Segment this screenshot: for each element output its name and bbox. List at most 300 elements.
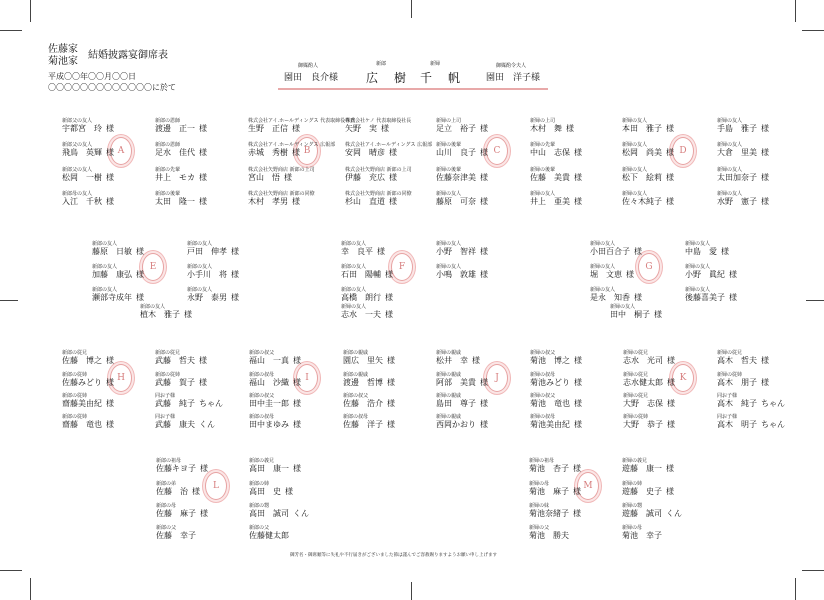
guest-entry xyxy=(155,350,207,366)
guest-name: 赤城 秀樹 xyxy=(248,148,288,157)
guest-honorific: 様 xyxy=(389,197,397,206)
guest-name-line xyxy=(249,356,301,366)
guest-entry xyxy=(622,191,674,207)
guest-entry xyxy=(436,414,488,430)
guest-entry xyxy=(436,393,488,409)
guest-entry xyxy=(343,393,395,409)
guest-name: 西岡かおり xyxy=(436,420,476,429)
guest-name-line xyxy=(717,399,785,409)
guest-relation: 株式会社アイ.ホールディングス 代表取締役専務 xyxy=(248,118,356,124)
guest-relation: 新婦の従姉 xyxy=(717,372,743,378)
guest-name-line xyxy=(156,509,208,519)
guest-relation: 新婦の親戚 xyxy=(436,414,462,420)
guest-honorific: 様 xyxy=(480,420,488,429)
guest-honorific: 様 xyxy=(573,487,581,496)
guest-entry xyxy=(717,142,769,158)
guest-honorific: 様 xyxy=(293,356,301,365)
guest-relation: 新婦の後輩 xyxy=(436,142,462,148)
guest-name: 矢野 実 xyxy=(345,124,377,133)
guest-entry xyxy=(62,350,114,366)
event-venue: 〇〇〇〇〇〇〇〇〇〇〇〇〇に於て xyxy=(48,83,176,92)
guest-name: 齋藤 竜也 xyxy=(62,420,102,429)
guest-relation: 新郎の叔母 xyxy=(343,414,369,420)
guest-name: 幸 良平 xyxy=(341,247,373,256)
guest-name: 武藤 賀子 xyxy=(155,378,195,387)
guest-relation: 新婦の甥 xyxy=(622,503,643,509)
guest-name: 大野 恭子 xyxy=(623,420,663,429)
guest-name-line xyxy=(249,399,301,409)
guest-entry xyxy=(436,264,488,280)
guest-relation: 新郎の従姉 xyxy=(62,372,88,378)
guest-honorific: 様 xyxy=(199,124,207,133)
guest-relation: 新郎の父 xyxy=(156,525,177,531)
guest-honorific: 様 xyxy=(574,356,582,365)
guest-honorific: 様 xyxy=(574,420,582,429)
guest-relation: 新婦の友人 xyxy=(717,118,743,124)
guest-relation: 新郎の甥 xyxy=(249,503,270,509)
guest-name: 菊池 杏子 xyxy=(529,464,569,473)
guest-honorific: 様 xyxy=(666,487,674,496)
guest-name-line xyxy=(622,148,674,158)
guest-name-line xyxy=(249,531,293,541)
guest-name-line xyxy=(155,420,215,430)
guest-relation: 新婦の友人 xyxy=(622,167,648,173)
table-marker xyxy=(205,472,227,500)
guest-name-line xyxy=(436,197,488,207)
guest-name: 志水 光司 xyxy=(623,356,663,365)
guest-relation: 同お子様 xyxy=(717,393,738,399)
guest-honorific: 様 xyxy=(385,270,393,279)
guest-honorific: 様 xyxy=(106,356,114,365)
guest-name-line xyxy=(436,173,488,183)
document-title: 結婚披露宴御席表 xyxy=(88,50,168,61)
guest-name-line xyxy=(345,173,412,183)
guest-honorific: 様 xyxy=(573,509,581,518)
guest-name: 佐藤 治 xyxy=(156,487,188,496)
guest-relation: 新郎父の友人 xyxy=(62,118,93,124)
guest-relation: 新婦の上司 xyxy=(530,118,556,124)
crop-mark xyxy=(30,0,31,22)
guest-entry xyxy=(345,167,412,183)
guest-name-line xyxy=(685,247,729,257)
guest-relation: 新婦の先輩 xyxy=(530,142,556,148)
guest-honorific: 様 xyxy=(761,356,769,365)
guest-name-line xyxy=(249,420,301,430)
guest-name-line xyxy=(341,293,393,303)
guest-relation: 株式会社矢野商店 新郎の同僚 xyxy=(345,191,412,197)
guest-name: 藤原 可奈 xyxy=(436,197,476,206)
guest-relation: 新郎の従姉 xyxy=(62,414,88,420)
guest-entry xyxy=(590,287,642,303)
guest-relation: 新婦の友人 xyxy=(685,264,711,270)
crop-mark xyxy=(0,30,22,31)
guest-honorific: 様 xyxy=(292,197,300,206)
guest-honorific: 様 xyxy=(387,378,395,387)
go-baishakunin-spouse-label: 御媒酌令夫人 xyxy=(496,63,527,69)
guest-honorific: 様 xyxy=(574,399,582,408)
guest-entry xyxy=(341,264,393,280)
guest-entry xyxy=(622,481,674,497)
family-name-2: 菊池家 xyxy=(48,56,78,67)
guest-honorific: ちゃん xyxy=(761,399,785,408)
guest-name-line xyxy=(155,124,207,134)
guest-entry xyxy=(436,241,488,257)
guest-name: 田中 桐子 xyxy=(610,310,650,319)
guest-honorific: 様 xyxy=(106,148,114,157)
guest-name-line xyxy=(345,148,432,158)
guest-relation: 新郎の友人 xyxy=(140,304,166,310)
guest-entry xyxy=(156,458,208,474)
guest-name-line xyxy=(92,247,144,257)
guest-name-line xyxy=(436,270,488,280)
guest-name: 太田 隆一 xyxy=(155,197,195,206)
guest-name: 宇都宮 玲 xyxy=(62,124,102,133)
guest-honorific: 様 xyxy=(293,399,301,408)
guest-relation: 新郎の友人 xyxy=(187,241,213,247)
guest-name-line xyxy=(529,487,581,497)
guest-name-line xyxy=(249,378,301,388)
guest-name-line xyxy=(62,420,114,430)
table-label: J xyxy=(495,373,499,383)
guest-honorific: 様 xyxy=(199,197,207,206)
guest-relation: 新郎の友人 xyxy=(341,241,367,247)
guest-entry xyxy=(62,191,114,207)
guest-name-line xyxy=(622,487,674,497)
guest-honorific: 様 xyxy=(199,378,207,387)
guest-entry xyxy=(717,167,769,183)
guest-name: 菊池 幸子 xyxy=(622,531,662,540)
guest-name: 佐藤 幸子 xyxy=(156,531,196,540)
guest-name: 佐藤 麻子 xyxy=(156,509,196,518)
guest-name: 高木 朋子 xyxy=(717,378,757,387)
crop-mark xyxy=(802,570,824,571)
guest-honorific: 様 xyxy=(231,247,239,256)
guest-name: 水野 憲子 xyxy=(717,197,757,206)
guest-relation: 新郎の友人 xyxy=(187,287,213,293)
guest-name: 永野 泰男 xyxy=(187,293,227,302)
guest-relation: 新郎の友人 xyxy=(341,287,367,293)
guest-relation: 株式会社ケノ 代表取締役社長 xyxy=(345,118,412,124)
guest-name-line xyxy=(62,399,114,409)
guest-name-line xyxy=(530,356,582,366)
guest-honorific: 様 xyxy=(377,247,385,256)
guest-honorific: 様 xyxy=(729,270,737,279)
guest-relation: 株式会社矢野商店 新郎の上司 xyxy=(248,167,315,173)
guest-honorific: 様 xyxy=(472,356,480,365)
guest-entry xyxy=(343,414,395,430)
guest-name: 宮山 悟 xyxy=(248,173,280,182)
guest-entry xyxy=(717,191,769,207)
guest-name-line xyxy=(623,399,675,409)
guest-name: 松岡 尚美 xyxy=(622,148,662,157)
guest-name-line xyxy=(343,399,395,409)
bride-label: 新婦 xyxy=(430,61,441,67)
guest-honorific: 様 xyxy=(480,247,488,256)
guest-name: 菊池 麻子 xyxy=(529,487,569,496)
guest-honorific: 様 xyxy=(293,464,301,473)
table-label: E xyxy=(149,262,157,272)
guest-honorific: 様 xyxy=(284,173,292,182)
table-marker xyxy=(391,253,413,281)
bride-name: 千 帆 xyxy=(420,71,463,85)
guest-relation: 同お子様 xyxy=(155,414,176,420)
guest-name-line xyxy=(62,124,114,134)
guest-honorific: くん xyxy=(666,509,682,518)
guest-name-line xyxy=(92,270,144,280)
groom-name: 広 樹 xyxy=(366,71,409,85)
guest-name-line xyxy=(529,509,581,519)
guest-relation: 新婦の友人 xyxy=(530,191,556,197)
guest-entry xyxy=(345,191,412,207)
guest-honorific: 様 xyxy=(136,247,144,256)
guest-relation: 新婦の友人 xyxy=(622,191,648,197)
guest-honorific: 様 xyxy=(626,270,634,279)
guest-relation: 新婦の父 xyxy=(529,525,550,531)
guest-name-line xyxy=(717,356,769,366)
guest-honorific: 様 xyxy=(573,464,581,473)
family-name-1: 佐藤家 xyxy=(48,44,78,55)
guest-relation: 新婦の友人 xyxy=(622,142,648,148)
guest-entry xyxy=(249,481,293,497)
guest-relation: 新婦の友人 xyxy=(436,241,462,247)
guest-entry xyxy=(156,503,208,519)
guest-name-line xyxy=(530,148,582,158)
guest-name: 志水健太郎 xyxy=(623,378,663,387)
guest-name: 井上 亜美 xyxy=(530,197,570,206)
table-label: M xyxy=(583,481,593,491)
guest-name: 高木 哲夫 xyxy=(717,356,757,365)
guest-honorific: 様 xyxy=(106,420,114,429)
guest-honorific: 様 xyxy=(387,356,395,365)
guest-entry xyxy=(249,393,301,409)
guest-entry xyxy=(529,503,581,519)
guest-honorific: 様 xyxy=(389,148,397,157)
guest-name: 佐藤 浩介 xyxy=(343,399,383,408)
guest-name-line xyxy=(717,173,769,183)
guest-name-line xyxy=(341,310,393,320)
guest-name-line xyxy=(248,197,315,207)
guest-honorific: ちゃん xyxy=(761,420,785,429)
guest-relation: 新郎の恩師 xyxy=(155,118,181,124)
guest-entry xyxy=(717,350,769,366)
table-label: C xyxy=(493,146,501,156)
guest-entry xyxy=(530,414,582,430)
guest-name-line xyxy=(248,148,335,158)
guest-name-line xyxy=(155,356,207,366)
guest-honorific: 様 xyxy=(634,247,642,256)
groom-label: 新郎 xyxy=(376,61,387,67)
guest-entry xyxy=(610,304,662,320)
guest-entry xyxy=(436,372,488,388)
guest-relation: 新婦の後輩 xyxy=(436,167,462,173)
guest-entry xyxy=(62,414,114,430)
crop-mark xyxy=(795,578,796,600)
guest-entry xyxy=(156,481,200,497)
guest-name: 足水 佳代 xyxy=(155,148,195,157)
guest-name: 志水 一夫 xyxy=(341,310,381,319)
guest-entry xyxy=(248,167,315,183)
guest-honorific: 様 xyxy=(136,270,144,279)
guest-honorific: 様 xyxy=(667,378,675,387)
guest-entry xyxy=(62,372,114,388)
guest-entry xyxy=(530,118,574,134)
guest-name-line xyxy=(530,124,574,134)
guest-entry xyxy=(248,142,335,158)
guest-name-line xyxy=(155,399,223,409)
guest-name: 田中まゆみ xyxy=(249,420,289,429)
guest-relation: 新郎の友人 xyxy=(92,264,118,270)
guest-name-line xyxy=(248,124,355,134)
guest-name-line xyxy=(436,124,488,134)
guest-honorific: 様 xyxy=(654,310,662,319)
guest-relation: 新婦の叔母 xyxy=(530,414,556,420)
guest-name-line xyxy=(717,420,785,430)
guest-name: 高木 明子 xyxy=(717,420,757,429)
guest-name-line xyxy=(156,464,208,474)
guest-name-line xyxy=(622,124,674,134)
guest-name-line xyxy=(623,420,675,430)
guest-name: 松井 幸 xyxy=(436,356,468,365)
guest-entry xyxy=(155,167,207,183)
guest-entry xyxy=(622,458,674,474)
guest-name-line xyxy=(622,173,674,183)
guest-name: 佐藤 博之 xyxy=(62,356,102,365)
guest-name: 後藤喜美子 xyxy=(685,293,725,302)
guest-relation: 新婦の従兄 xyxy=(623,393,649,399)
guest-entry xyxy=(62,393,114,409)
guest-name: 小野 智祥 xyxy=(436,247,476,256)
guest-name: 佐藤奈津美 xyxy=(436,173,476,182)
guest-name: 加藤 康弘 xyxy=(92,270,132,279)
guest-honorific: 様 xyxy=(666,464,674,473)
guest-name-line xyxy=(92,293,144,303)
guest-name: 植木 雅子 xyxy=(140,310,180,319)
guest-entry xyxy=(590,264,634,280)
guest-entry xyxy=(590,241,642,257)
guest-name: 佐々木純子 xyxy=(622,197,662,206)
guest-honorific: 様 xyxy=(387,420,395,429)
guest-entry xyxy=(685,264,737,280)
guest-relation: 新郎の親戚 xyxy=(343,350,369,356)
guest-name-line xyxy=(530,378,582,388)
guest-name-line xyxy=(341,270,393,280)
guest-honorific: 様 xyxy=(192,487,200,496)
main-table-underline xyxy=(278,88,548,90)
guest-entry xyxy=(717,414,785,430)
guest-entry xyxy=(92,241,144,257)
guest-entry xyxy=(622,167,674,183)
guest-relation: 新婦の姉 xyxy=(622,481,643,487)
guest-name: 高田 史 xyxy=(249,487,281,496)
guest-name-line xyxy=(155,378,207,388)
guest-entry xyxy=(187,287,239,303)
table-label: F xyxy=(398,262,406,272)
guest-name: 瀬部寺成年 xyxy=(92,293,132,302)
guest-honorific: 様 xyxy=(574,197,582,206)
guest-entry xyxy=(343,372,395,388)
guest-relation: 新郎の従兄 xyxy=(62,350,88,356)
guest-name: 生野 正信 xyxy=(248,124,288,133)
guest-name: 入江 千秋 xyxy=(62,197,102,206)
guest-name-line xyxy=(530,399,582,409)
guest-relation: 新郎の義兄 xyxy=(249,458,275,464)
guest-relation: 新婦の親戚 xyxy=(436,372,462,378)
guest-entry xyxy=(92,287,144,303)
footer-note: 御芳名・御席順等に失礼や不行届きがございました節は謹んでご容赦賜りますようお願い申し上げます xyxy=(290,553,497,558)
crop-mark xyxy=(0,300,18,301)
guest-entry xyxy=(529,525,573,541)
guest-name: 佐藤 美貴 xyxy=(530,173,570,182)
guest-name-line xyxy=(345,197,412,207)
guest-name-line xyxy=(717,124,769,134)
guest-relation: 新郎の叔父 xyxy=(249,350,275,356)
guest-entry xyxy=(622,118,674,134)
guest-honorific: 様 xyxy=(293,420,301,429)
go-baishakunin-name: 園田 良介様 xyxy=(284,73,339,83)
guest-honorific: 様 xyxy=(292,124,300,133)
guest-relation: 新婦の友人 xyxy=(717,142,743,148)
guest-name: 大倉 里美 xyxy=(717,148,757,157)
table-label: I xyxy=(305,373,309,383)
guest-honorific: 様 xyxy=(666,148,674,157)
go-baishakunin-label: 御媒酌人 xyxy=(298,63,319,69)
guest-honorific: 様 xyxy=(761,124,769,133)
guest-entry xyxy=(623,372,675,388)
guest-honorific: 様 xyxy=(667,420,675,429)
guest-honorific: 様 xyxy=(574,148,582,157)
guest-honorific: 様 xyxy=(106,173,114,182)
guest-name: 菊池 博之 xyxy=(530,356,570,365)
guest-entry xyxy=(343,350,395,366)
guest-name: 堀 文恵 xyxy=(590,270,622,279)
guest-relation: 新郎の従姉 xyxy=(62,393,88,399)
guest-honorific: 様 xyxy=(106,124,114,133)
guest-relation: 新婦の叔父 xyxy=(530,393,556,399)
guest-name-line xyxy=(62,148,114,158)
table-label: G xyxy=(645,262,653,272)
guest-name: 菊池みどり xyxy=(530,378,570,387)
guest-relation: 新婦の友人 xyxy=(685,241,711,247)
go-baishakunin-spouse-name: 園田 洋子様 xyxy=(486,73,541,83)
guest-entry xyxy=(623,393,675,409)
guest-name: 小野 眞紀 xyxy=(685,270,725,279)
guest-name-line xyxy=(249,464,301,474)
guest-relation: 新郎父の友人 xyxy=(62,142,93,148)
guest-name-line xyxy=(436,247,488,257)
guest-relation: 新郎の叔母 xyxy=(249,372,275,378)
guest-entry xyxy=(341,304,393,320)
guest-name: 高橋 朗行 xyxy=(341,293,381,302)
guest-name: 安岡 晴彦 xyxy=(345,148,385,157)
guest-name: 高田 誠司 xyxy=(249,509,289,518)
guest-relation: 新郎の叔母 xyxy=(249,414,275,420)
crop-mark xyxy=(806,300,824,301)
guest-name: 松岡 一樹 xyxy=(62,173,102,182)
guest-honorific: 様 xyxy=(106,378,114,387)
guest-name: 本田 雅子 xyxy=(622,124,662,133)
guest-entry xyxy=(187,241,239,257)
guest-entry xyxy=(717,118,769,134)
guest-honorific: 様 xyxy=(761,197,769,206)
guest-name-line xyxy=(436,378,488,388)
guest-name: 太田加奈子 xyxy=(717,173,757,182)
guest-relation: 株式会社アイ.ホールディングス 広報部 xyxy=(248,142,336,148)
table-marker xyxy=(672,137,694,165)
guest-entry xyxy=(341,287,393,303)
guest-entry xyxy=(62,167,114,183)
guest-entry xyxy=(155,142,207,158)
guest-relation: 新婦の友人 xyxy=(590,264,616,270)
